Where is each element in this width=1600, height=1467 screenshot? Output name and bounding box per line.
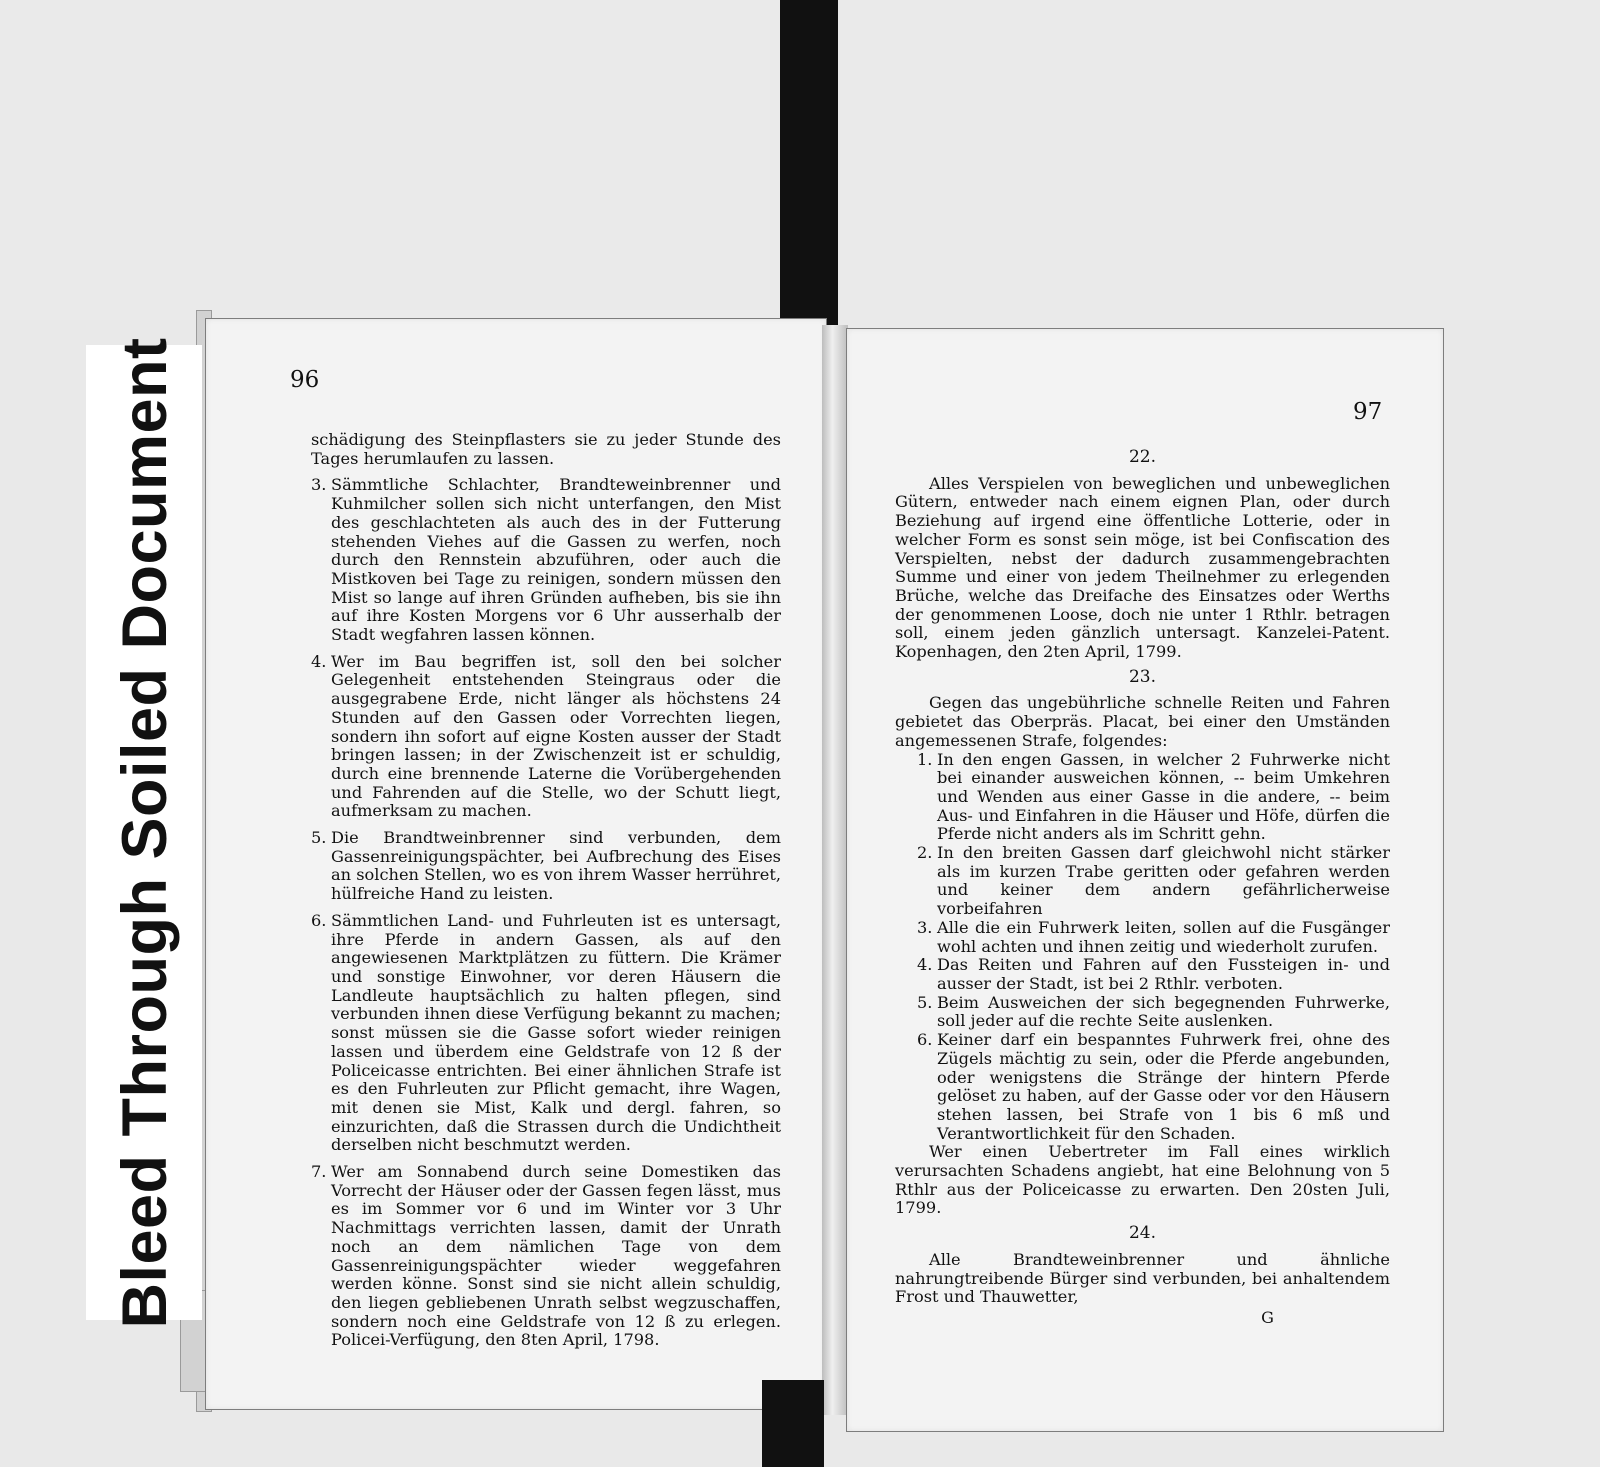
item-number: 4. bbox=[917, 955, 933, 975]
section-paragraph: Alle Brandteweinbrenner und ähnliche nahrungtreibende Bürger sind verbunden, bei anhaltendem Frost und Thauwetter, bbox=[895, 1249, 1390, 1307]
list-item bbox=[895, 844, 1390, 919]
binding-strip-bottom bbox=[762, 1380, 824, 1467]
list-item bbox=[895, 919, 1390, 956]
list-item bbox=[895, 956, 1390, 993]
left-page-text bbox=[311, 431, 781, 1350]
item-number: 2. bbox=[917, 843, 933, 863]
binding-strip-top bbox=[780, 0, 838, 330]
intro-paragraph: schädigung des Steinpflasters sie zu jeder Stunde des Tages herumlaufen zu lassen. bbox=[311, 430, 781, 468]
item-text: Alle die ein Fuhrwerk leiten, sollen auf die Fusgänger wohl achten und ihnen zeitig und wiederholt zurufen. bbox=[937, 917, 1390, 956]
signature-mark: G bbox=[1261, 1307, 1274, 1327]
item-number: 3. bbox=[311, 475, 327, 495]
item-text: Wer am Sonnabend durch seine Domestiken das Vorrecht der Häuser oder der Gassen fegen lässt, mus es im Sommer vor 6 und im Winter vor 3 Uhr Nachmittags verrichten lassen, damit der Unrath noch an dem nämlichen Tage von dem Gassenreinigungspächter wieder weggefahren werden könne. Sonst sind sie nicht allein schuldig, den liegen gebliebenen Unrath selbst wegzuschaffen, sondern noch eine Geldstrafe von 12 ß zu erlegen. Policei-Verfügung, den 8ten April, 1798. bbox=[331, 1162, 781, 1350]
list-item bbox=[311, 829, 781, 904]
book-gutter bbox=[822, 325, 848, 1415]
section-heading: 23. bbox=[1128, 666, 1157, 687]
item-number: 1. bbox=[917, 749, 933, 769]
item-text: Keiner darf ein bespanntes Fuhrwerk frei, ohne des Zügels mächtig zu sein, oder die Pferde angebunden, oder wenigstens die Stränge der hintern Pferde gelöset zu haben, auf der Gasse oder vor den Häusern stehen lassen, bei Strafe von 1 bis 6 mß und Verantwortlichkeit für den Schaden. bbox=[937, 1030, 1390, 1143]
item-number: 7. bbox=[311, 1162, 327, 1182]
item-number: 5. bbox=[311, 828, 327, 848]
list-item bbox=[895, 994, 1390, 1031]
item-text: Wer im Bau begriffen ist, soll den bei solcher Gelegenheit entstehenden Steingraus oder die ausgegrabene Erde, nicht länger als höchstens 24 Stunden auf den Gassen oder Vorrechten liegen, sondern ihn sofort auf eigne Kosten ausser der Stadt bringen lassen; in der Zwischenzeit ist er schuldig, durch eine brennende Laterne die Vorübergehenden und Fahrenden auf die Stelle, wo der Schutt liegt, aufmerksam zu machen. bbox=[331, 651, 781, 821]
item-text: Die Brandtweinbrenner sind verbunden, dem Gassenreinigungspächter, bei Aufbrechung des Eises an solchen Stellen, wo es von ihrem Wasser herrühret, hülfreiche Hand zu leisten. bbox=[331, 828, 781, 904]
section-closing: Wer einen Uebertreter im Fall eines wirklich verursachten Schadens angiebt, hat eine Belohnung von 5 Rthlr aus der Policeicasse zu erwarten. Den 20sten Juli, 1799. bbox=[895, 1142, 1390, 1218]
item-text: Das Reiten und Fahren auf den Fussteigen in- und ausser der Stadt, ist bei 2 Rthlr. verboten. bbox=[937, 955, 1390, 993]
list-item bbox=[311, 476, 781, 644]
item-number: 6. bbox=[917, 1030, 933, 1050]
item-text: Sämmtliche Schlachter, Brandteweinbrenner und Kuhmilcher sollen sich nicht unterfangen, den Mist des geschlachteten als auch des in der Futterung stehenden Viehes auf die Gassen zu werfen, noch durch den Rennstein abzuführen, oder auch die Mistkoven bei Tage zu reinigen, sondern müssen den Mist so lange auf ihren Gründen aufheben, bis sie ihn auf ihre Kosten Morgens vor 6 Uhr ausserhalb der Stadt wegfahren lassen können. bbox=[331, 475, 781, 645]
page-number-left: 96 bbox=[290, 367, 320, 393]
item-text: In den engen Gassen, in welcher 2 Fuhrwerke nicht bei einander ausweichen können, -- beim Umkehren und Wenden aus einer Gasse in die andere, -- beim Aus- und Einfahren in die Häuser und Höfe, dürfen die Pferde nicht anders als im Schritt gehn. bbox=[937, 749, 1390, 844]
right-page bbox=[846, 328, 1444, 1432]
section-heading: 22. bbox=[1128, 447, 1157, 467]
section-paragraph: Alles Verspielen von beweglichen und unbeweglichen Gütern, entweder nach einem eignen Plan, oder durch Beziehung auf irgend eine öffentliche Lotterie, oder in welcher Form es sonst sein möge, ist bei Confiscation des Verspielten, nebst der dadurch zusammengebrachten Summe und einer von jedem Theilnehmer zu erlegenden Brüche, welche das Dreifache des Einsatzes oder Werths der genommenen Loose, doch nie unter 1 Rthlr. betragen soll, einem jeden gänzlich untersagt. Kanzelei-Patent. Kopenhagen, den 2ten April, 1799. bbox=[895, 473, 1390, 662]
right-page-text bbox=[895, 442, 1390, 1328]
page-number-right: 97 bbox=[1353, 399, 1383, 425]
list-item bbox=[895, 1031, 1390, 1143]
list-item bbox=[311, 912, 781, 1155]
item-number: 6. bbox=[311, 910, 327, 930]
section-heading: 24. bbox=[1128, 1223, 1157, 1244]
item-number: 5. bbox=[917, 992, 933, 1012]
item-text: In den breiten Gassen darf gleichwohl nicht stärker als im kurzen Trabe geritten oder gefahren werden und keiner dem andern gefährlicherweise vorbeifahren bbox=[937, 843, 1390, 919]
section-intro: Gegen das ungebührliche schnelle Reiten und Fahren gebietet das Oberpräs. Placat, bei einer den Umständen angemessenen Strafe, folgendes: bbox=[895, 693, 1390, 750]
list-item bbox=[311, 653, 781, 821]
item-number: 3. bbox=[917, 917, 933, 937]
left-page bbox=[205, 318, 827, 1410]
item-text: Sämmtlichen Land- und Fuhrleuten ist es untersagt, ihre Pferde in andern Gassen, als auf den angewiesenen Marktplätzen zu füttern. Die Krämer und sonstige Einwohner, vor deren Häusern die Landleute hauptsächlich zu halten pflegen, sind verbunden ihnen diese Verfügung bekannt zu machen; sonst müssen sie die Gasse sofort wieder reinigen lassen und überdem eine Geldstrafe von 12 ß der Policeicasse entrichten. Bei einer ähnlichen Strafe ist es den Fuhrleuten zur Pflicht gemacht, ihre Wagen, mit denen sie Mist, Kalk und dergl. fahren, so einzurichten, daß die Strassen durch die Undichtheit derselben nicht beschmutzt werden. bbox=[331, 910, 781, 1155]
side-label-text: Bleed Through Soiled Document bbox=[110, 337, 180, 1329]
item-number: 4. bbox=[311, 651, 327, 671]
list-item bbox=[311, 1163, 781, 1350]
list-item bbox=[895, 751, 1390, 845]
item-text: Beim Ausweichen der sich begegnenden Fuhrwerke, soll jeder auf die rechte Seite auslenken. bbox=[937, 992, 1390, 1031]
